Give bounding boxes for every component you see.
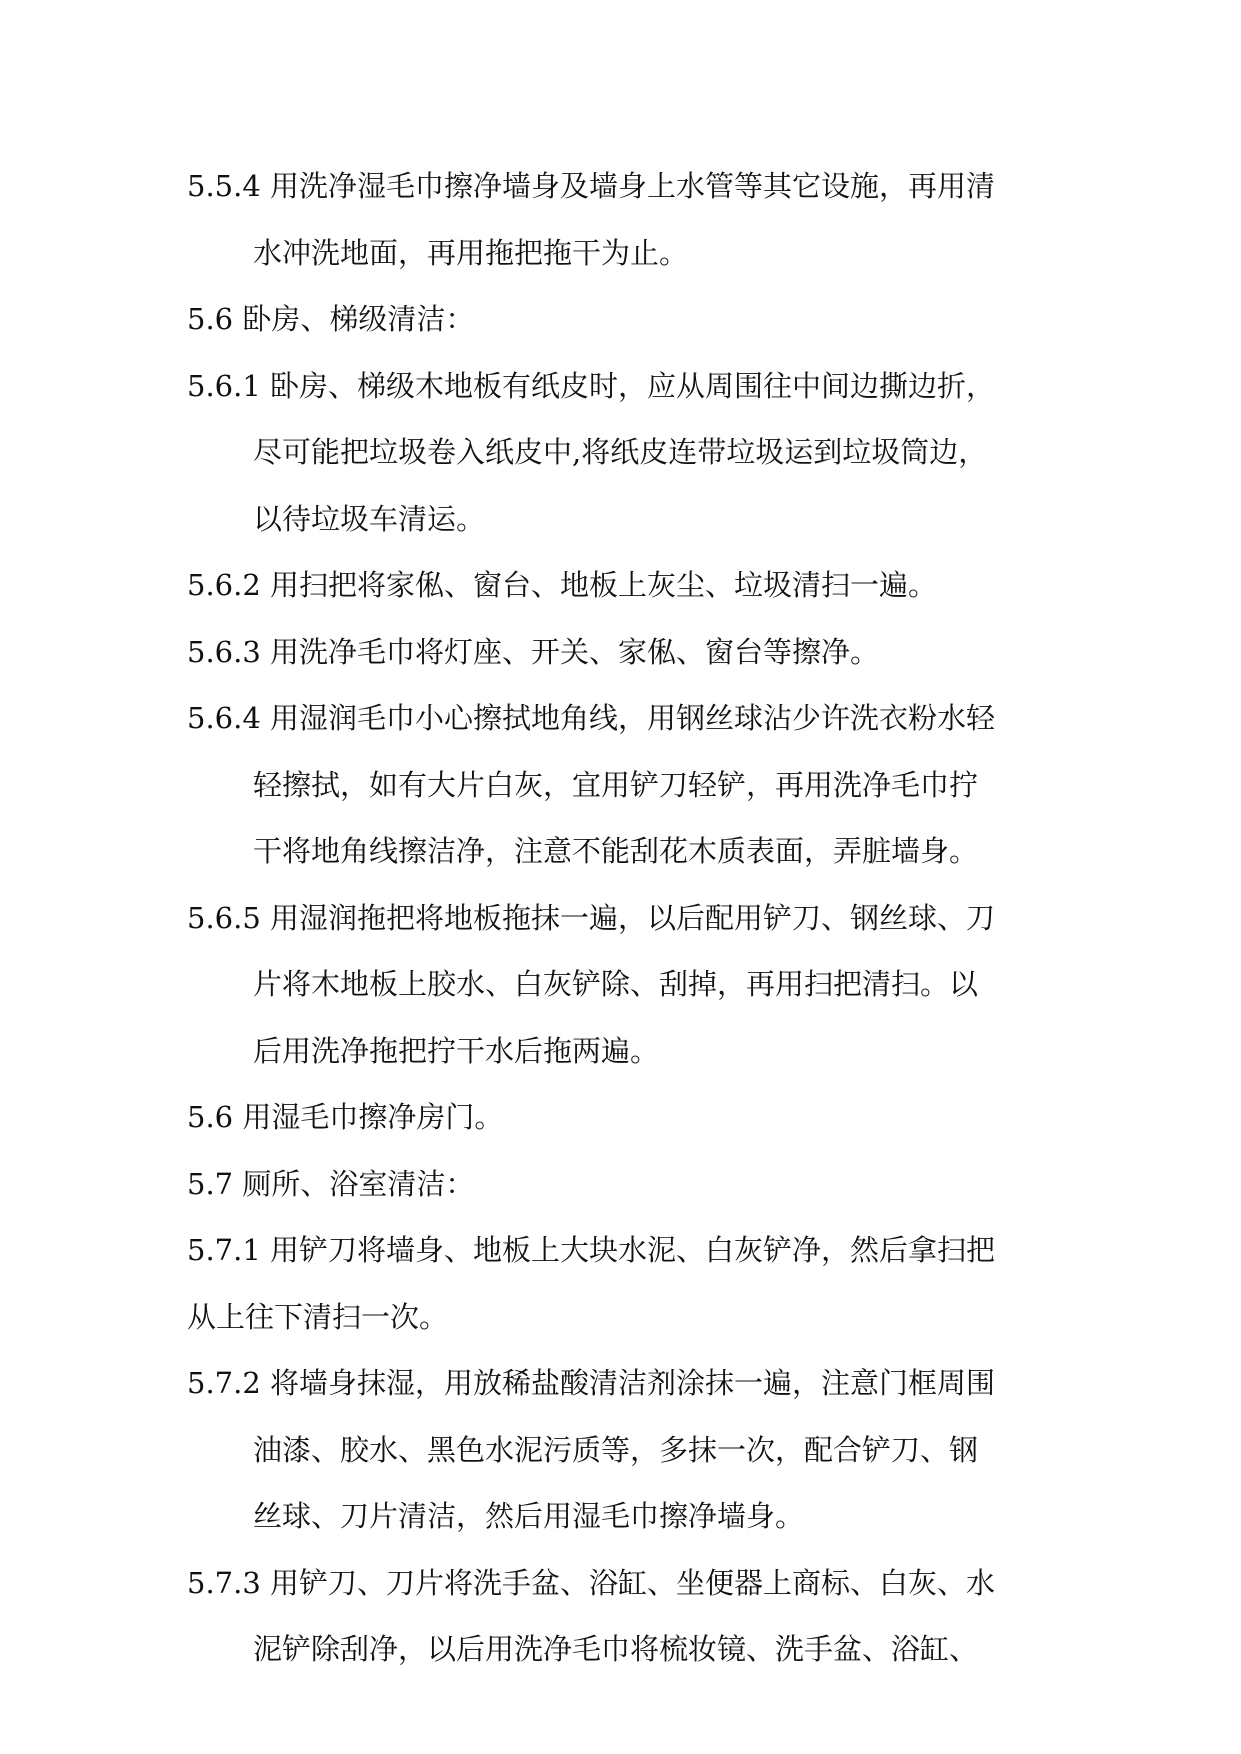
paragraph-5-6-3 [187,619,1087,686]
paragraph-5-6-2 [187,552,1087,619]
text-line: 轻擦拭，如有大片白灰，宜用铲刀轻铲，再用洗净毛巾拧 [253,767,979,802]
text-line: 片将木地板上胶水、白灰铲除、刮掉，再用扫把清扫。以 [253,967,979,1001]
text-line: 水冲洗地面，再用拖把拖干为止。 [253,235,689,270]
paragraph-5-7-1 [187,1217,1087,1350]
text-line: 5.6.5 用湿润拖把将地板拖抹一遍，以后配用铲刀、钢丝球、刀 [187,900,996,935]
text-line: 干将地角线擦洁净，注意不能刮花木质表面，弄脏墙身。 [253,834,979,868]
text-line: 5.6.3 用洗净毛巾将灯座、开关、家俬、窗台等擦净。 [187,634,880,669]
text-line: 5.6 用湿毛巾擦净房门。 [187,1100,504,1134]
paragraph-5-6-door [187,1084,1087,1151]
text-line: 油漆、胶水、黑色水泥污质等，多抹一次，配合铲刀、钢 [253,1432,979,1467]
text-line: 5.6.4 用湿润毛巾小心擦拭地角线，用钢丝球沾少许洗衣粉水轻 [187,701,996,735]
heading-5-6 [187,286,1087,353]
paragraph-5-6-5 [187,885,1087,1085]
text-line: 5.7.3 用铲刀、刀片将洗手盆、浴缸、坐便器上商标、白灰、水 [187,1565,996,1600]
text-line: 5.5.4 用洗净湿毛巾擦净墙身及墙身上水管等其它设施，再用清 [187,169,996,203]
paragraph-5-7-3 [187,1550,1087,1683]
text-line: 5.6 卧房、梯级清洁： [187,302,475,336]
text-line: 5.6.2 用扫把将家俬、窗台、地板上灰尘、垃圾清扫一遍。 [187,568,938,602]
text-line: 以待垃圾车清运。 [253,501,486,536]
paragraph-5-6-1 [187,353,1087,553]
paragraph-5-7-2 [187,1350,1087,1550]
text-line: 泥铲除刮净，以后用洗净毛巾将梳妆镜、洗手盆、浴缸、 [253,1632,979,1666]
paragraph-5-6-4 [187,685,1087,885]
text-line: 丝球、刀片清洁，然后用湿毛巾擦净墙身。 [253,1499,805,1533]
text-line: 5.7.2 将墙身抹湿，用放稀盐酸清洁剂涂抹一遍，注意门框周围 [187,1366,996,1400]
paragraph-5-5-4 [187,153,1087,286]
document-page [187,153,1087,1683]
text-line: 后用洗净拖把拧干水后拖两遍。 [253,1033,660,1068]
text-line: 5.6.1 卧房、梯级木地板有纸皮时，应从周围往中间边撕边折， [187,368,996,403]
text-line: 5.7.1 用铲刀将墙身、地板上大块水泥、白灰铲净，然后拿扫把 [187,1233,996,1267]
heading-5-7 [187,1151,1087,1218]
text-line: 5.7 厕所、浴室清洁： [187,1166,475,1201]
text-line: 尽可能把垃圾卷入纸皮中,将纸皮连带垃圾运到垃圾筒边， [253,435,988,469]
text-line: 从上往下清扫一次。 [187,1299,449,1334]
